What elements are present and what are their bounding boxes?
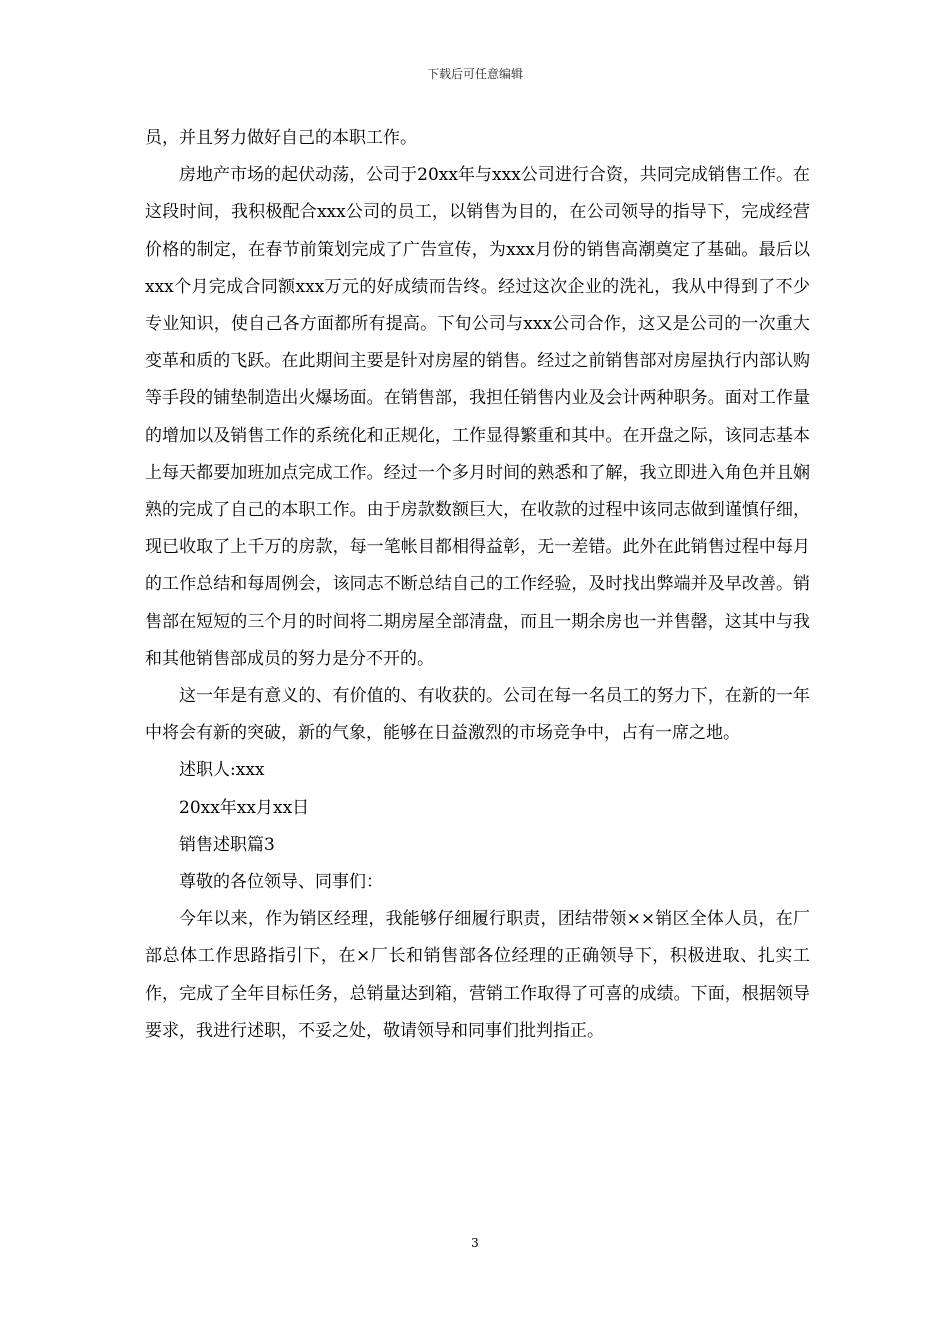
- paragraph-real-estate-sales: 房地产市场的起伏动荡，公司于20xx年与xxx公司进行合资，共同完成销售工作。在这段时间，我积极配合xxx公司的员工，以销售为目的，在公司领导的指导下，完成经营价格的制定，在春节前策划完成了广告宣传，为xxx月份的销售高潮奠定了基础。最后以xxx个月完成合同额xxx万元的好成绩而告终。经过这次企业的洗礼，我从中得到了不少专业知识，使自己各方面都所有提高。下旬公司与xxx公司合作，这又是公司的一次重大变革和质的飞跃。在此期间主要是针对房屋的销售。经过之前销售部对房屋执行内部认购等手段的铺垫制造出火爆场面。在销售部，我担任销售内业及会计两种职务。面对工作量的增加以及销售工作的系统化和正规化，工作显得繁重和其中。在开盘之际，该同志基本上每天都要加班加点完成工作。经过一个多月时间的熟悉和了解，我立即进入角色并且娴熟的完成了自己的本职工作。由于房款数额巨大，在收款的过程中该同志做到谨慎仔细，现已收取了上千万的房款，每一笔帐目都相得益彰，无一差错。此外在此销售过程中每月的工作总结和每周例会，该同志不断总结自己的工作经验，及时找出弊端并及早改善。销售部在短短的三个月的时间将二期房屋全部清盘，而且一期余房也一并售罄，这其中与我和其他销售部成员的努力是分不开的。: [145, 165, 810, 669]
- page-number: 3: [471, 1236, 479, 1250]
- date-line: 20xx年xx月xx日: [179, 797, 310, 818]
- section-heading: 销售述职篇3: [179, 834, 275, 855]
- signature-line: 述职人:xxx: [179, 760, 265, 781]
- paragraph-year-summary: 这一年是有意义的、有价值的、有收获的。公司在每一名员工的努力下，在新的一年中将会有新的突破，新的气象，能够在日益激烈的市场竞争中，占有一席之地。: [145, 686, 810, 744]
- salutation: 尊敬的各位领导、同事们：: [179, 872, 383, 893]
- paragraph-continuation: 员，并且努力做好自己的本职工作。: [145, 128, 417, 148]
- page-header: 下载后可任意编辑: [426, 67, 523, 81]
- paragraph-manager-report: 今年以来，作为销区经理，我能够仔细履行职责，团结带领××销区全体人员，在厂部总体工作思路指引下，在×厂长和销售部各位经理的正确领导下，积极进取、扎实工作，完成了全年目标任务，总销量达到箱，营销工作取得了可喜的成绩。下面，根据领导要求，我进行述职，不妥之处，敬请领导和同事们批判指正。: [145, 909, 810, 1041]
- document-body: [145, 120, 810, 1050]
